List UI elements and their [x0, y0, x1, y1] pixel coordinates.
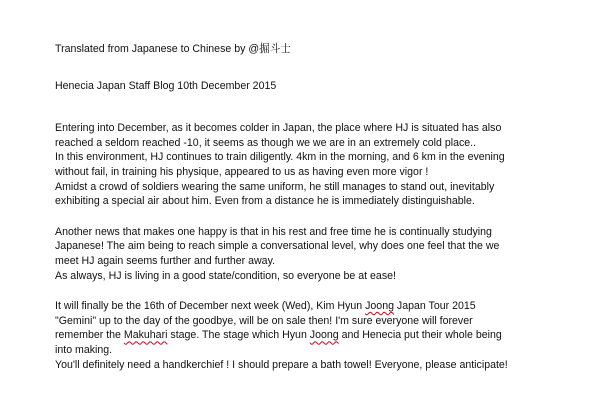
- paragraph-line: into making.: [55, 343, 113, 356]
- paragraph-line: In this environment, HJ continues to train diligently. 4km in the morning, and 6 km in the evening: [55, 151, 505, 164]
- paragraph-line: Japanese! The aim being to reach simple a conversational level, why does one feel that the we: [55, 240, 500, 253]
- paragraph-line: As always, HJ is living in a good state/condition, so everyone be at ease!: [55, 269, 396, 282]
- paragraph-3: [55, 299, 575, 372]
- paragraph-line: reached a seldom reached -10, it seems as though we we are in an extremely cold place..: [55, 136, 477, 149]
- paragraph-1: [55, 121, 575, 209]
- text-run: remember the: [55, 329, 124, 342]
- paragraph-line: Amidst a crowd of soldiers wearing the same uniform, he still manages to stand out, inevitably: [55, 180, 495, 193]
- paragraph-2: [55, 225, 575, 283]
- paragraph-line: You'll definitely need a handkerchief ! I should prepare a bath towel! Everyone, please anticipate!: [55, 358, 508, 371]
- paragraph-line: Entering into December, as it becomes colder in Japan, the place where HJ is situated has also: [55, 122, 502, 135]
- text-run: and Henecia put their whole being: [338, 329, 502, 342]
- spacer: [55, 209, 575, 225]
- spacer: [55, 283, 575, 299]
- paragraph-line: meet HJ again seems further and further away.: [55, 254, 276, 267]
- paragraph-line: Another news that makes one happy is that in his rest and free time he is continually studying: [55, 225, 492, 238]
- text-run: Japan Tour 2015: [393, 300, 476, 313]
- paragraph-line: [55, 328, 575, 343]
- spacer: [55, 93, 575, 121]
- spellcheck-word: Joong: [365, 300, 394, 313]
- paragraph-line: [55, 299, 575, 314]
- blog-title: Henecia Japan Staff Blog 10th December 2015: [55, 79, 277, 92]
- paragraph-line: without fail, in training his physique, appeared to us as having even more vigor !: [55, 165, 429, 178]
- document-body: [55, 42, 575, 372]
- paragraph-line: exhibiting a special air about him. Even from a distance he is immediately distinguishable.: [55, 195, 475, 208]
- paragraph-line: "Gemini" up to the day of the goodbye, will be on sale then! I'm sure everyone will forever: [55, 314, 473, 327]
- spellcheck-word: Joong: [309, 329, 339, 342]
- text-run: It will finally be the 16th of December next week (Wed), Kim Hyun: [55, 300, 366, 313]
- spellcheck-word: Makuhari: [123, 329, 168, 342]
- spacer: [55, 57, 575, 79]
- translation-note: Translated from Japanese to Chinese by @掘斗士: [55, 43, 291, 55]
- text-run: stage. The stage which Hyun: [167, 329, 310, 342]
